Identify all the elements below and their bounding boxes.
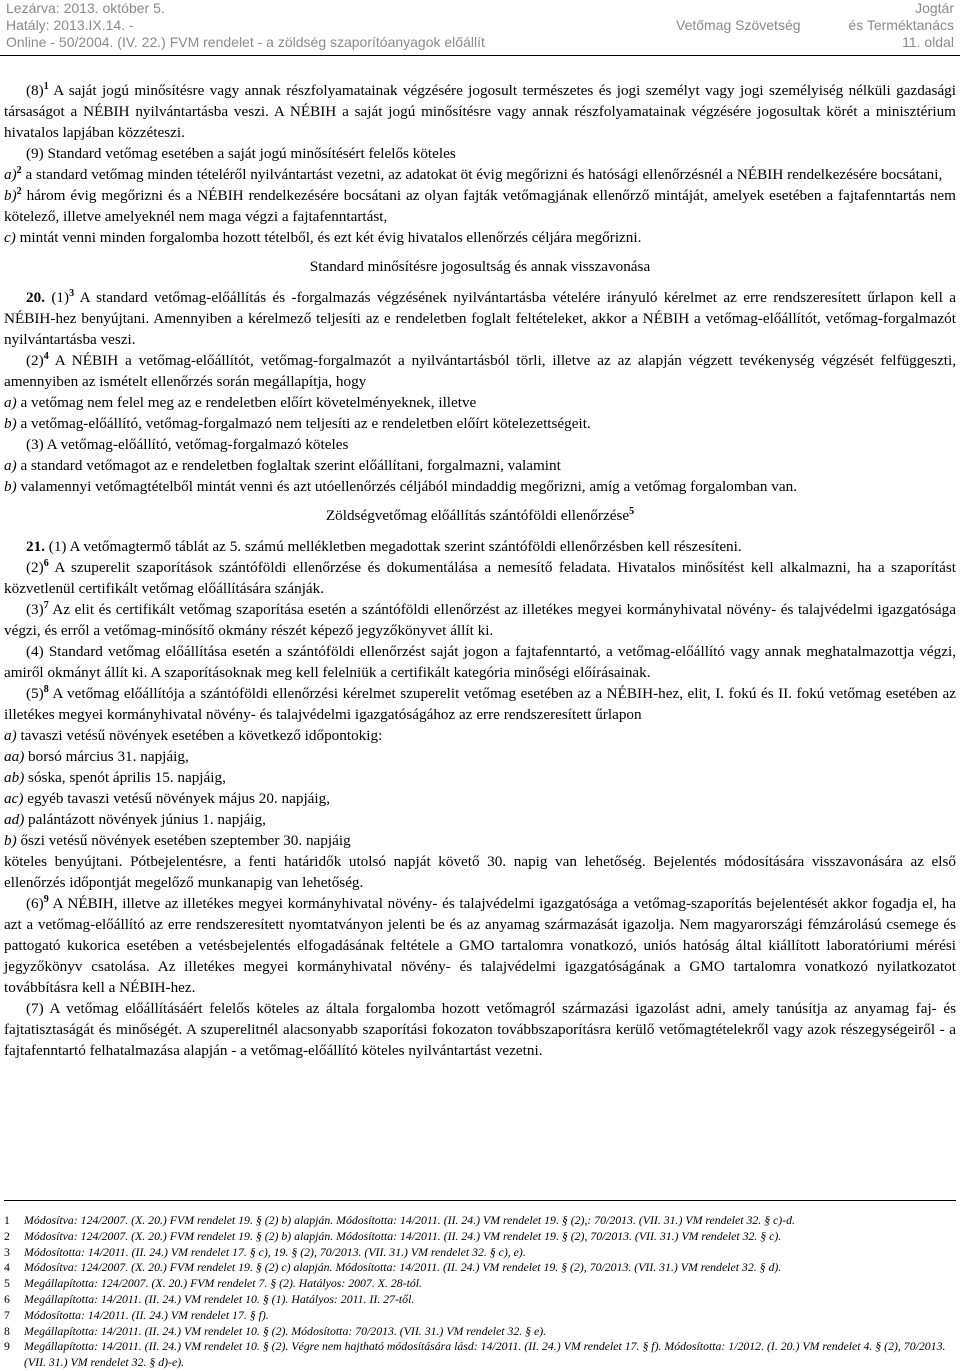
section-21-5-tail: köteles benyújtani. Pótbejelentésre, a fenti határidők utolsó napját követő 30. napig van lehetőség. Bejelentés módosítására visszavonására az első ellenőrzés időpontját megelőző munkanapig van lehetőség. bbox=[4, 853, 956, 891]
section-21-5ab: ab) sóska, spenót április 15. napjáig, bbox=[4, 769, 226, 786]
footnote-ref: 2 bbox=[16, 185, 22, 197]
page-header bbox=[0, 0, 960, 52]
paragraph-9c: c) mintát venni minden forgalomba hozott tételből, és ezt két évig hivatalos ellenőrzés céljára megőrizni. bbox=[4, 229, 642, 246]
paragraph-9a: a)$^2$ a standard vetőmag minden tételéről nyilvántartást vezetni, az adatokat öt évig megőrizni és hatósági ellenőrzésnél a NÉBIH rendelkezésére bocsátani, bbox=[4, 164, 943, 183]
section-20-paragraph-2: $(2)^4$ A NÉBIH a vetőmag-előállítót, vetőmag-forgalmazót a nyilvántartásból törli, illetve az az alapján végzett tevékenység végzését felfüggeszti, amennyiben az ismételt ellenőrzés során megállapítja, hogy bbox=[4, 350, 956, 390]
section-20-3a: a) a standard vetőmagot az e rendeletben foglaltak szerint előállítani, forgalmazni, valamint bbox=[4, 457, 561, 474]
footnote-ref: 2 bbox=[16, 164, 22, 176]
header-document-title: Online - 50/2004. (IV. 22.) FVM rendelet - a zöldség szaporítóanyagok előállít bbox=[6, 34, 485, 50]
document-body bbox=[4, 80, 956, 1061]
section-20-paragraph-1: 20. $(1)^3$ A standard vetőmag-előállítás és -forgalmazás végzésének nyilvántartásba vételére irányuló kérelmet az erre rendszeresített űrlapon kell a NÉBIH-hez benyújtani. Amennyiben a kérelmező teljesíti az e rendeletben foglalt feltételeket, akkor a NÉBIH a vetőmag-előállítót, vetőmag-forgalmazót nyilvántartásba veszi. bbox=[4, 287, 956, 348]
header-right bbox=[848, 0, 954, 51]
header-page-number: 11. oldal bbox=[902, 34, 954, 50]
footnote-ref: 7 bbox=[43, 599, 49, 611]
footnotes bbox=[4, 1213, 956, 1371]
section-heading-standard: Standard minősítésre jogosultság és annak visszavonása bbox=[309, 258, 651, 275]
footnote-9: 9 Megállapította: 14/2011. (II. 24.) VM rendelet 10. § (2). Végre nem hajtható módosítására lásd: 14/2011. (II. 24.) VM rendelet 17. § f). Módosította: 1/2012. (I. 20.) VM rendelet 4. § (2), 70/2013. (VII. 31.) VM rendelet 32. § d)-e). bbox=[4, 1339, 946, 1370]
section-21-5aa: aa) borsó március 31. napjáig, bbox=[4, 748, 189, 765]
footnote-ref: 5 bbox=[629, 505, 635, 517]
section-20-2a: a) a vetőmag nem felel meg az e rendeletben előírt követelményeknek, illetve bbox=[4, 394, 477, 411]
section-21-paragraph-2: $(2)^6$ A szuperelit szaporítások szántóföldi ellenőrzése és dokumentálása a nemesítő feladata. Hivatalos minősítést kell alkalmazni, ha a szaporítást közvetlenül certifikált vetőmag előállítására szánják. bbox=[4, 557, 956, 597]
paragraph-9b: b)$^2$ három évig megőrizni és a NÉBIH rendelkezésére bocsátani az olyan fajták vetőmagjának ellenőrző mintáját, amelyek esetében a fajtafenntartás nem kötelező, illetve amelyeknél nem maga végzi a fajtafenntartást, bbox=[4, 185, 956, 225]
header-publisher: Jogtár bbox=[915, 0, 954, 16]
section-21-5a: a) tavaszi vetésű növények esetében a következő időpontokig: bbox=[4, 727, 383, 744]
footnote-6: 6 Megállapította: 14/2011. (II. 24.) VM rendelet 10. § (1). Hatályos: 2011. II. 27-től. bbox=[4, 1291, 415, 1306]
section-20-3b: b) valamennyi vetőmagtételből mintát venni és azt utóellenőrzés céljából mindaddig megőrizni, amíg a vetőmag forgalomban van. bbox=[4, 478, 798, 495]
footnote-5: 5 Megállapította: 124/2007. (X. 20.) FVM rendelet 7. § (2). Hatályos: 2007. X. 28-tól. bbox=[4, 1276, 422, 1291]
footnote-ref: 8 bbox=[43, 683, 49, 695]
footnote-divider bbox=[4, 1200, 956, 1201]
section-20-2b: b) a vetőmag-előállító, vetőmag-forgalmazó nem teljesíti az e rendeletben előírt kötelezettségeit. bbox=[4, 415, 591, 432]
header-publisher-sub: és Terméktanács bbox=[848, 17, 954, 33]
footnote-8: 8 Megállapította: 14/2011. (II. 24.) VM rendelet 10. § (2). Módosította: 70/2013. (VII. 31.) VM rendelet 32. § e). bbox=[4, 1323, 547, 1338]
section-21-paragraph-7: (7) A vetőmag előállításáért felelős köteles az általa forgalomba hozott vetőmagról származási igazolást adni, amely tanúsítja az anyamag faj- és fajtatisztaságát és minőségét. A szuperelitnél alacsonyabb szaporítási fokozaton továbbszaporításra kerülő vetőmagtételekről vagy azok részegységeiről - a fajtafenntartó felhatalmazása alapján - a vetőmag-előállító köteles nyilvántartást vezetni. bbox=[4, 1000, 956, 1059]
header-organization: Vetőmag Szövetség bbox=[676, 17, 801, 33]
footnote-2: 2 Módosítva: 124/2007. (X. 20.) FVM rendelet 19. § (2) b) alapján. Módosította: 14/2011. (II. 24.) VM rendelet 19. § (2), 70/2013. (VII. 31.) VM rendelet 32. § c). bbox=[4, 1228, 782, 1243]
footnote-3: 3 Módosította: 14/2011. (II. 24.) VM rendelet 17. § c), 19. § (2), 70/2013. (VII. 31.) VM rendelet 32. § c), e). bbox=[4, 1244, 526, 1259]
footnote-ref: 1 bbox=[43, 80, 49, 92]
header-divider bbox=[0, 55, 960, 56]
footnote-ref: 9 bbox=[43, 893, 49, 905]
footnote-1: 1 Módosítva: 124/2007. (X. 20.) FVM rendelet 19. § (2) b) alapján. Módosította: 14/2011. (II. 24.) VM rendelet 19. § (2),: 70/2013. (VII. 31.) VM rendelet 32. § c)-d. bbox=[4, 1213, 795, 1227]
section-21-paragraph-3: $(3)^7$ Az elit és certifikált vetőmag szaporítása esetén a szántóföldi ellenőrzést az illetékes megyei kormányhivatal növény- és talajvédelmi igazgatósága végzi, és erről a vetőmag-minősítő okmány részét képező jegyzőkönyvet állít ki. bbox=[4, 599, 956, 639]
paragraph-8: $(8)^1$ A saját jogú minősítésre vagy annak részfolyamatainak végzésére jogosult természetes és jogi személyt vagy jogi személyiség nélküli gazdasági társaságot a NÉBIH nyilvántartásba veszi. A NÉBIH a saját jogú minősítésre vagy annak részfolyamatainak végzésére jogosultak körét a minisztérium hivatalos lapjában közzéteszi. bbox=[4, 80, 956, 141]
footnote-ref: 3 bbox=[69, 287, 75, 299]
section-21-5ac: ac) egyéb tavaszi vetésű növények május 20. napjáig, bbox=[4, 790, 331, 807]
section-21-paragraph-6: $(6)^9$ A NÉBIH, illetve az illetékes megyei kormányhivatal növény- és talajvédelmi igazgatósága a vetőmag-szaporítás bejelentését akkor fogadja el, ha azt a vetőmag-előállító az erre rendszeresített nyomtatványon jelenti be és az anyamag származását igazolja. Nem magyarországi fémzárolású csemege és pattogató kukorica esetében a vetésbejelentés elfogadásának feltétele a GMO tartalomra vonatkozó, uniós hatóság által kiállított laboratóriumi mérési jegyzőkönyv csatolása. Az illetékes megyei kormányhivatal növény- és talajvédelmi igazgatóságának a GMO tartalomra vonatkozó nyilatkozatot továbbításra kell a NÉBIH-hez. bbox=[4, 893, 956, 996]
header-left bbox=[6, 0, 485, 51]
footnote-ref: 6 bbox=[43, 557, 49, 569]
section-21-paragraph-5: $(5)^8$ A vetőmag előállítója a szántóföldi ellenőrzési kérelmet szuperelit vetőmag esetében az a NÉBIH-hez, elit, I. fokú és II. fokú vetőmag esetében az illetékes megyei kormányhivatal növény- és talajvédelmi igazgatóságához az erre rendszeresített űrlapon bbox=[4, 683, 956, 723]
section-21-5ad: ad) palántázott növények június 1. napjáig, bbox=[4, 811, 266, 828]
header-closed-date: Lezárva: 2013. október 5. bbox=[6, 0, 165, 16]
section-heading-field-inspection: Zöldségvetőmag előállítás szántóföldi ellenőrzése$^5$ bbox=[325, 505, 635, 524]
footnote-4: 4 Módosítva: 124/2007. (X. 20.) FVM rendelet 19. § (2) c) alapján. Módosította: 14/2011. (II. 24.) VM rendelet 19. § (2), 70/2013. (VII. 31.) VM rendelet 32. § d). bbox=[4, 1260, 782, 1275]
header-effective-date: Hatály: 2013.IX.14. - bbox=[6, 17, 134, 33]
section-21-5b: b) őszi vetésű növények esetében szeptember 30. napjáig bbox=[4, 832, 351, 849]
footnote-ref: 4 bbox=[43, 350, 49, 362]
paragraph-9: (9) Standard vetőmag esetében a saját jogú minősítésért felelős köteles bbox=[26, 145, 456, 162]
section-20-paragraph-3: (3) A vetőmag-előállító, vetőmag-forgalmazó köteles bbox=[26, 436, 349, 453]
footnote-7: 7 Módosította: 14/2011. (II. 24.) VM rendelet 17. § f). bbox=[4, 1307, 269, 1322]
section-21-paragraph-1: 21. (1) A vetőmagtermő táblát az 5. számú mellékletben megadottak szerint szántóföldi ellenőrzésben kell részesíteni. bbox=[26, 538, 742, 555]
section-21-paragraph-4: (4) Standard vetőmag előállítása esetén a szántóföldi ellenőrzést saját jogon a fajtafenntartó, a vetőmag-előállító vagy annak meghatalmazottja végzi, amiről okmányt állít ki. A szaporításoknak meg kell felelniük a certifikált kategória minőségi előírásainak. bbox=[4, 643, 956, 681]
